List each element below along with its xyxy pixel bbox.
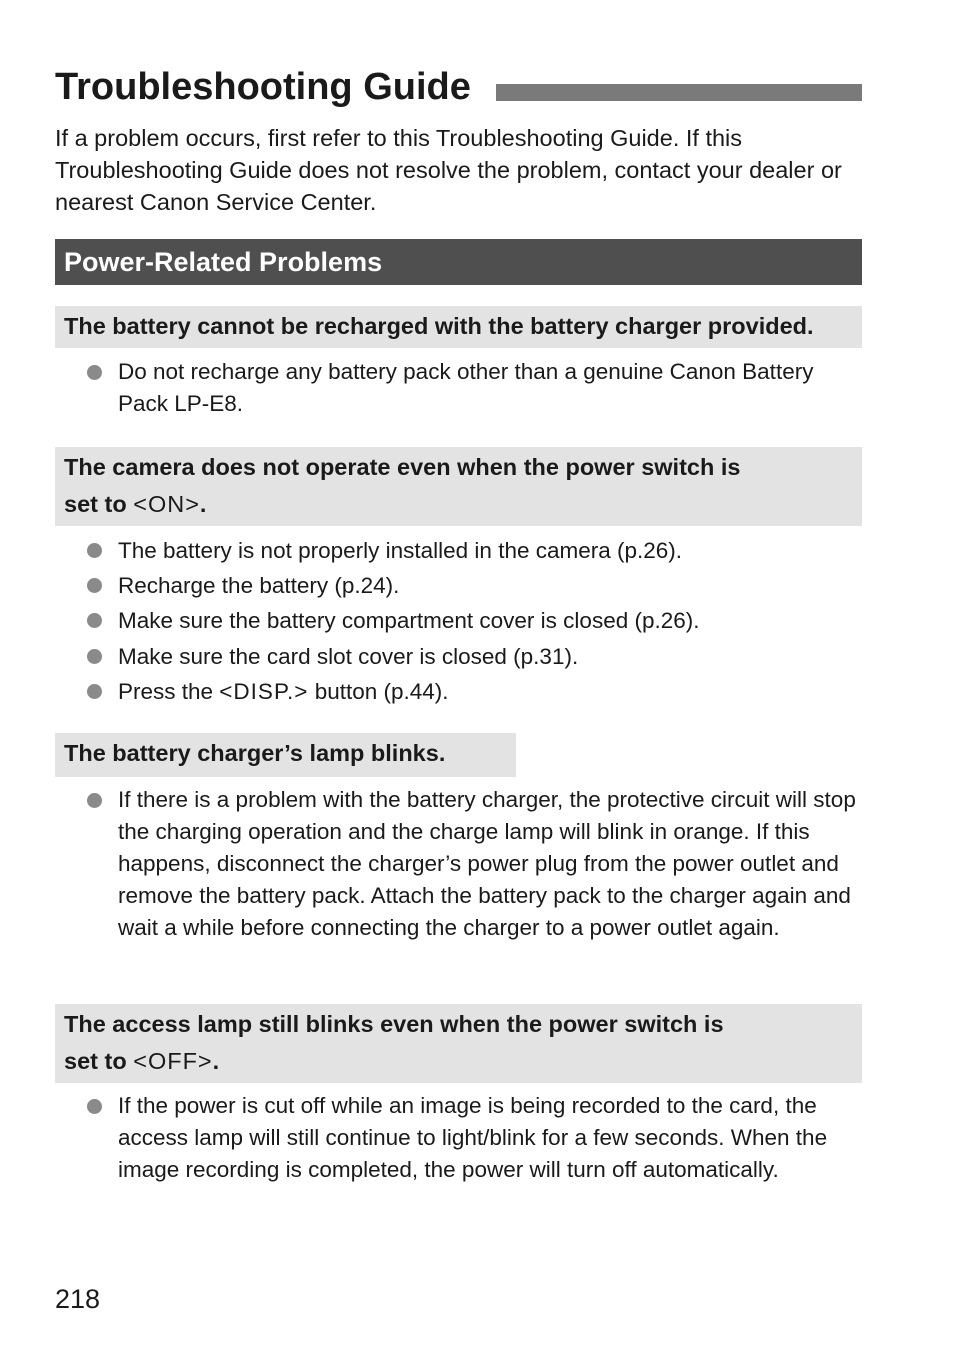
list-item-text: Make sure the card slot cover is closed (p.31).	[118, 643, 579, 669]
problem-list-battery-recharge	[86, 356, 864, 420]
bullet-icon	[87, 543, 102, 558]
list-item-text: Make sure the battery compartment cover is closed (p.26).	[118, 608, 700, 634]
bullet-icon	[87, 684, 102, 699]
list-item	[86, 356, 864, 420]
section-header: Power-Related Problems	[55, 239, 862, 285]
bullet-icon	[87, 365, 102, 380]
power-off-symbol: <OFF>	[133, 1048, 213, 1074]
problem-heading-charger-lamp	[55, 733, 516, 777]
problem-list-camera-not-operate	[86, 533, 864, 709]
list-item-text: The battery is not properly installed in the camera (p.26).	[118, 538, 683, 563]
problem-heading-line	[64, 1043, 853, 1080]
power-on-symbol: <ON>	[133, 491, 200, 517]
intro-paragraph: If a problem occurs, first refer to this Troubleshooting Guide. If this Troubleshooting Guide does not resolve the problem, contact your dealer or nearest Canon Service Center.	[55, 125, 842, 215]
title-decoration-bar	[496, 84, 862, 101]
problem-list-charger-lamp	[86, 784, 864, 944]
list-item	[86, 603, 864, 638]
list-item-text: If the power is cut off while an image is being recorded to the card, the access lamp will still continue to light/blink for a few seconds. When the image recording is completed, the power will turn off automatically.	[118, 1093, 828, 1182]
list-item	[86, 784, 864, 944]
problem-heading-camera-not-operate	[55, 447, 862, 526]
heading-text: .	[212, 1048, 220, 1074]
list-item	[86, 1090, 864, 1186]
bullet-icon	[87, 793, 102, 808]
list-item-text: Do not recharge any battery pack other than a genuine Canon Battery Pack LP-E8.	[118, 359, 814, 416]
bullet-icon	[87, 1099, 102, 1114]
problem-heading-access-lamp	[55, 1004, 862, 1083]
page-number: 218	[55, 1284, 101, 1314]
list-item-text: Recharge the battery (p.24).	[118, 573, 400, 599]
heading-text: set to	[64, 491, 134, 517]
list-item	[86, 533, 864, 568]
problem-heading-text: The battery charger’s lamp blinks.	[64, 740, 446, 766]
list-item	[86, 674, 864, 709]
problem-list-access-lamp	[86, 1090, 864, 1186]
disp-button-symbol: <DISP.>	[219, 678, 309, 704]
list-item-text: If there is a problem with the battery charger, the protective circuit will stop the charging operation and the charge lamp will blink in orange. If this happens, disconnect the charger’s power plug from the power outlet and remove the battery pack. Attach the battery pack to the charger again and wait a while before connecting the charger to a power outlet again.	[118, 787, 856, 940]
bullet-icon	[87, 613, 102, 628]
problem-heading-line: The camera does not operate even when the power switch is	[64, 454, 741, 480]
problem-heading-line: The access lamp still blinks even when the power switch is	[64, 1011, 724, 1037]
problem-heading-battery-recharge	[55, 306, 862, 348]
bullet-icon	[87, 578, 102, 593]
heading-text: .	[199, 491, 207, 517]
problem-heading-line	[64, 486, 853, 523]
list-item-text: button (p.44).	[308, 678, 449, 704]
problem-heading-text: The battery cannot be recharged with the battery charger provided.	[64, 313, 814, 339]
list-item	[86, 639, 864, 674]
page-title: Troubleshooting Guide	[55, 66, 471, 108]
list-item	[86, 568, 864, 603]
list-item-text: Press the	[118, 678, 220, 704]
heading-text: set to	[64, 1048, 134, 1074]
bullet-icon	[87, 649, 102, 664]
